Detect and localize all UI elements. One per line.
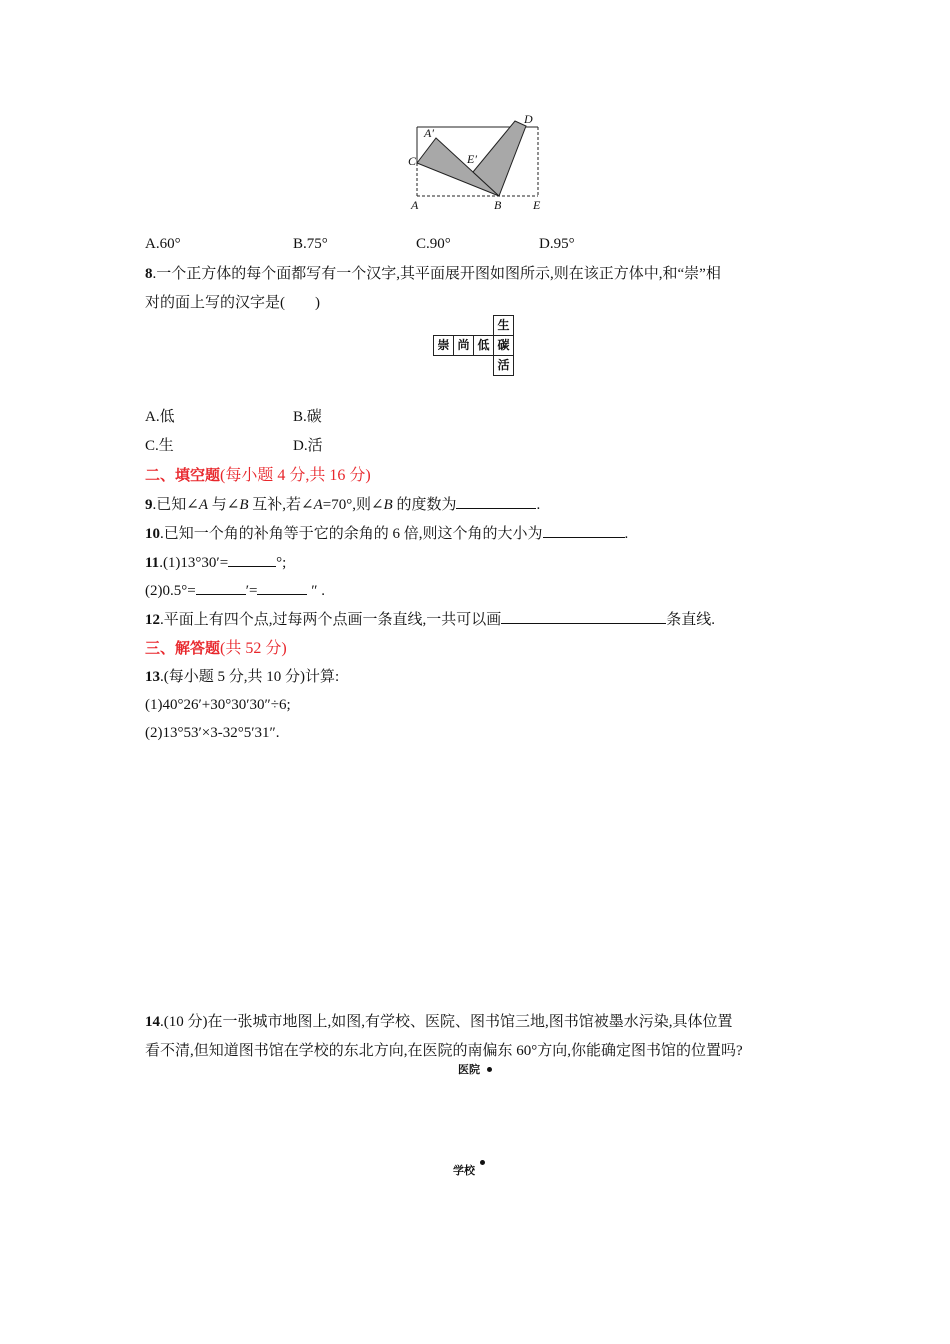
- hospital-dot-icon: [487, 1067, 492, 1072]
- q8-option-c: C.生: [145, 438, 174, 454]
- q10-question: 10.已知一个角的补角等于它的余角的 6 倍,则这个角的大小为 .: [145, 523, 628, 544]
- net-cell-top: 生: [493, 315, 514, 336]
- label-A-prime: A′: [424, 126, 434, 140]
- q7-option-b: B.75°: [293, 236, 328, 252]
- label-B: B: [494, 198, 502, 212]
- q12-question: 12.平面上有四个点,过每两个点画一条直线,一共可以画 条直线.: [145, 609, 715, 630]
- q11-part1: 11.(1)13°30′= °;: [145, 552, 286, 573]
- q8-number: 8: [145, 266, 153, 282]
- net-cell-4: 碳: [493, 335, 514, 356]
- q7-option-a: A.60°: [145, 236, 181, 252]
- net-cell-3: 低: [473, 335, 494, 356]
- q8-question-line1: 8.一个正方体的每个面都写有一个汉字,其平面展开图如图所示,则在该正方体中,和“崇”相: [145, 266, 721, 282]
- q11-part2-blank-seconds[interactable]: [257, 580, 307, 595]
- net-cell-1: 崇: [433, 335, 454, 356]
- q9-answer-blank[interactable]: [456, 494, 536, 509]
- q7-option-c: C.90°: [416, 236, 451, 252]
- school-dot-icon: [480, 1160, 485, 1165]
- map-school: [453, 1162, 475, 1179]
- q12-answer-blank[interactable]: [501, 609, 666, 624]
- q9-question: 9.已知∠A 与∠B 互补,若∠A=70°,则∠B 的度数为 .: [145, 494, 540, 515]
- q13-part1: (1)40°26′+30°30′30″÷6;: [145, 697, 291, 713]
- label-E-prime: E′: [467, 152, 477, 166]
- q7-option-d: D.95°: [539, 236, 575, 252]
- q11-part2-blank-minutes[interactable]: [196, 580, 246, 595]
- cube-net: [433, 315, 523, 380]
- q14-question-line2: 看不清,但知道图书馆在学校的东北方向,在医院的南偏东 60°方向,你能确定图书馆的位置吗?: [145, 1043, 743, 1059]
- label-E: E: [533, 198, 541, 212]
- q8-option-a: A.低: [145, 409, 175, 425]
- section3-heading: 三、解答题(共 52 分): [145, 639, 287, 657]
- label-C: C: [408, 154, 417, 168]
- net-cell-bottom: 活: [493, 355, 514, 376]
- label-A: A: [411, 198, 419, 212]
- q8-question-line2: 对的面上写的汉字是( ): [145, 295, 320, 311]
- q8-option-d: D.活: [293, 438, 323, 454]
- net-cell-2: 尚: [453, 335, 474, 356]
- map-hospital: [458, 1061, 492, 1078]
- q11-part1-blank[interactable]: [228, 552, 276, 567]
- school-label: 学校: [453, 1164, 475, 1177]
- q14-question-line1: 14.(10 分)在一张城市地图上,如图,有学校、医院、图书馆三地,图书馆被墨水污染,具体位置: [145, 1014, 733, 1030]
- q13-question: 13.(每小题 5 分,共 10 分)计算:: [145, 669, 340, 685]
- q13-part2: (2)13°53′×3-32°5′31″.: [145, 725, 280, 741]
- q10-answer-blank[interactable]: [543, 523, 625, 538]
- hospital-label: 医院: [458, 1063, 480, 1076]
- q7-figure: [400, 110, 560, 220]
- label-D: D: [524, 112, 533, 126]
- section2-heading: 二、填空题(每小题 4 分,共 16 分): [145, 466, 371, 484]
- q8-option-b: B.碳: [293, 409, 322, 425]
- q11-part2: (2)0.5°= ′= ″ .: [145, 580, 325, 601]
